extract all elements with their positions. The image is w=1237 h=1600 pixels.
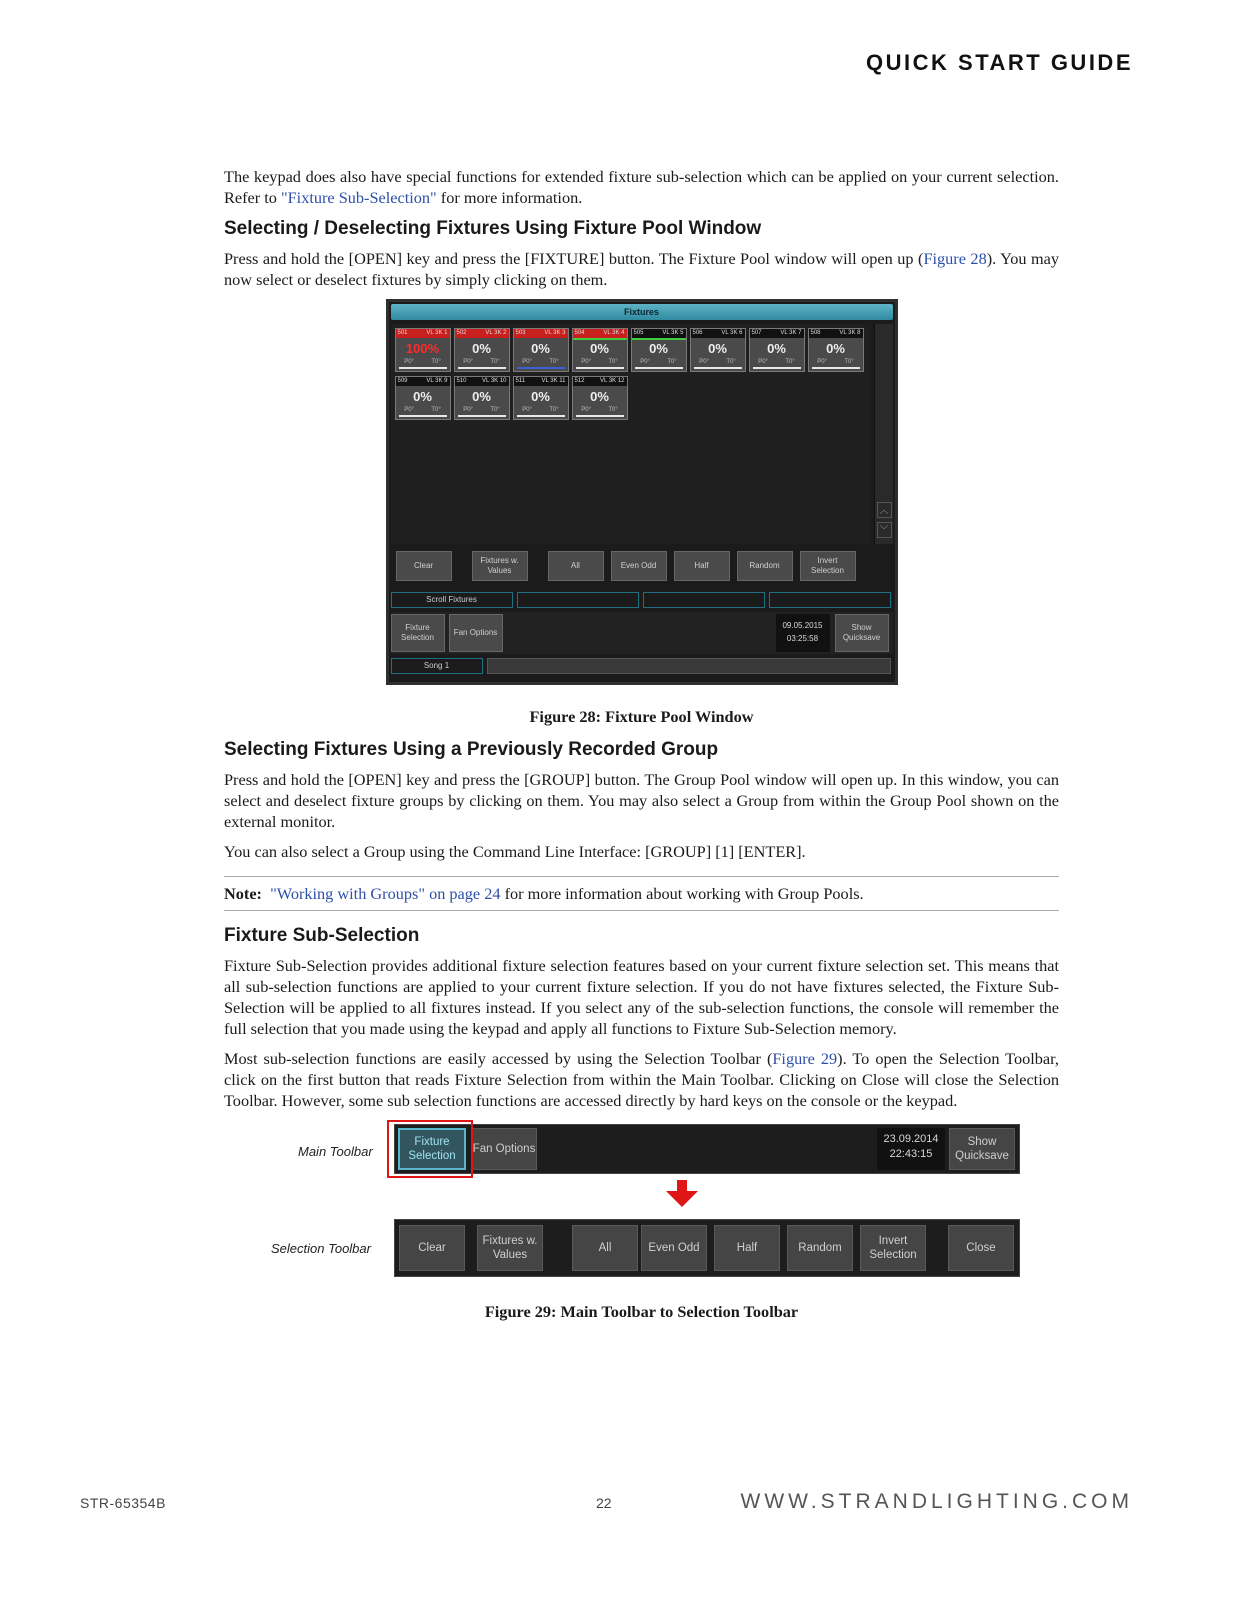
- fixture-tile[interactable]: [395, 376, 451, 420]
- fixture-intensity: 0%: [590, 341, 609, 356]
- selection-toolbar-label: Selection Toolbar: [271, 1241, 371, 1256]
- fixture-number: 510: [456, 378, 467, 384]
- fixture-pool-window: [386, 299, 898, 685]
- fixture-number: 512: [574, 378, 585, 384]
- fixture-tile[interactable]: [454, 328, 510, 372]
- pool-fixtures-values-button[interactable]: Fixtures w. Values: [472, 551, 528, 581]
- fixture-subselection-link[interactable]: "Fixture Sub-Selection": [280, 188, 437, 207]
- fixture-name: VL 3K 8: [839, 330, 861, 336]
- fixture-tilt: T0°: [490, 359, 500, 365]
- selection-toolbar: [394, 1219, 1020, 1277]
- pool-scrollbar[interactable]: [874, 324, 893, 544]
- figure-29-caption: Figure 29: Main Toolbar to Selection Toolbar: [484, 1302, 799, 1321]
- fixture-pan: P0°: [817, 359, 827, 365]
- fixture-number: 508: [810, 330, 821, 336]
- fixture-level-bar: [458, 367, 506, 369]
- fixture-intensity: 0%: [531, 341, 550, 356]
- fixture-pan: P0°: [404, 407, 414, 413]
- fixture-intensity: 0%: [472, 389, 491, 404]
- fixture-pool-title: Fixtures: [391, 304, 893, 320]
- fixture-name: VL 3K 9: [426, 378, 448, 384]
- pool-clock: [776, 614, 830, 652]
- fixture-level-bar: [576, 367, 624, 369]
- pool-show-quicksave-button[interactable]: Show Quicksave: [835, 614, 889, 652]
- fixture-tile[interactable]: [749, 328, 805, 372]
- fixture-pan: P0°: [699, 359, 709, 365]
- fixture-pan: P0°: [581, 359, 591, 365]
- header-title: QUICK START GUIDE: [866, 50, 1133, 75]
- fixture-level-bar: [399, 415, 447, 417]
- fixture-intensity: 0%: [472, 341, 491, 356]
- fixture-intensity: 0%: [413, 389, 432, 404]
- fixture-tilt: T0°: [549, 359, 559, 365]
- website-url[interactable]: WWW.STRANDLIGHTING.COM: [740, 1490, 1133, 1513]
- fixture-tilt: T0°: [431, 359, 441, 365]
- fixture-tilt: T0°: [667, 359, 677, 365]
- fixture-pan: P0°: [640, 359, 650, 365]
- fixture-intensity: 0%: [826, 341, 845, 356]
- fixture-number: 511: [515, 378, 526, 384]
- main-toolbar-clock: [877, 1128, 945, 1170]
- fixture-intensity: 0%: [708, 341, 727, 356]
- page-content: [224, 166, 1059, 1334]
- subselection-paragraph-2: Most sub-selection functions are easily accessed by using the Selection Toolbar (Figure 29). To open the Selection Toolbar, click on the first button that reads Fixture Selection from within the Main Toolbar. Clicking on Close will close the Selection Toolbar. However, some sub selection functions are accessed directly by hard keys on the console or the keypad.: [224, 1049, 1059, 1110]
- fixture-tilt: T0°: [785, 359, 795, 365]
- fixture-number: 501: [397, 330, 408, 336]
- fixture-number: 505: [633, 330, 644, 336]
- fixture-tile[interactable]: [631, 328, 687, 372]
- fixture-level-bar: [753, 367, 801, 369]
- note-text: Note: "Working with Groups" on page 24 for more information about working with Group Pools.: [224, 884, 864, 903]
- fixture-level-bar: [576, 415, 624, 417]
- fixture-tile[interactable]: [454, 376, 510, 420]
- fixture-level-bar: [694, 367, 742, 369]
- fixture-selected-bar: [632, 338, 686, 340]
- fixture-tilt: T0°: [549, 407, 559, 413]
- fixture-tile[interactable]: [690, 328, 746, 372]
- random-button[interactable]: Random: [787, 1225, 853, 1271]
- fixture-level-bar: [517, 367, 565, 369]
- fixture-name: VL 3K 12: [600, 378, 625, 384]
- clear-button[interactable]: Clear: [399, 1225, 465, 1271]
- fixture-number: 506: [692, 330, 703, 336]
- fixture-name: VL 3K 1: [426, 330, 448, 336]
- main-toolbar-time: 22:43:15: [889, 1148, 933, 1160]
- scroll-bar-slot[interactable]: [517, 592, 639, 608]
- group-paragraph-1: Press and hold the [OPEN] key and press the [GROUP] button. The Group Pool window will open up. In this window, you can select and deselect fixture groups by clicking on them. You may also select a Group from within the Group Pool shown on the external monitor.: [224, 770, 1059, 831]
- song-label[interactable]: Song 1: [391, 658, 483, 674]
- fixture-tile[interactable]: [572, 328, 628, 372]
- fixture-tile[interactable]: [808, 328, 864, 372]
- pool-half-button[interactable]: Half: [674, 551, 730, 581]
- fixture-name: VL 3K 11: [541, 378, 566, 384]
- fixture-pan: P0°: [404, 359, 414, 365]
- fixture-intensity: 0%: [531, 389, 550, 404]
- fixture-pool-paragraph: Press and hold the [OPEN] key and press the [FIXTURE] button. The Fixture Pool window will open up (Figure 28). You may now select or deselect fixtures by simply clicking on them.: [224, 249, 1060, 289]
- fixture-pan: P0°: [581, 407, 591, 413]
- fixture-tilt: T0°: [844, 359, 854, 365]
- down-arrow-icon: [666, 1180, 698, 1208]
- song-progress-bar[interactable]: [487, 658, 891, 674]
- even-odd-button[interactable]: Even Odd: [641, 1225, 707, 1271]
- pool-time: 03:25:58: [786, 634, 819, 643]
- main-toolbar-date: 23.09.2014: [883, 1133, 939, 1145]
- fixture-grid: [391, 324, 871, 544]
- fixture-selected-bar: [573, 338, 627, 340]
- fixture-tilt: T0°: [608, 407, 618, 413]
- intro-paragraph: The keypad does also have special functions for extended fixture sub-selection which can be applied on your current selection. Refer to "Fixture Sub-Selection" for more information.: [224, 167, 1059, 207]
- scroll-bar-slot[interactable]: [643, 592, 765, 608]
- fixture-tile[interactable]: [395, 328, 451, 372]
- invert-selection-button[interactable]: Invert Selection: [860, 1225, 926, 1271]
- section-heading-subselection: Fixture Sub-Selection: [224, 925, 420, 946]
- fixture-intensity: 0%: [649, 341, 668, 356]
- pool-random-button[interactable]: Random: [737, 551, 793, 581]
- doc-id: STR-65354B: [80, 1495, 166, 1511]
- fixture-tile[interactable]: [572, 376, 628, 420]
- scroll-bar-slot[interactable]: [769, 592, 891, 608]
- fixture-name: VL 3K 2: [485, 330, 507, 336]
- fan-options-button[interactable]: Fan Options: [471, 1128, 537, 1170]
- fixture-name: VL 3K 6: [721, 330, 743, 336]
- pool-fan-options-button[interactable]: Fan Options: [449, 614, 503, 652]
- subselection-paragraph-1: Fixture Sub-Selection provides additional fixture selection features based on your current fixture selection set. This means that all sub-selection functions are applied to your current fixture selection. If you do not have fixtures selected, the Fixture Sub-Selection will be applied to all fixtures instead. If you select any of the sub-selection functions, the console will remember the full selection that you made using the keypad and apply all functions to Fixture Sub-Selection memory.: [224, 956, 1059, 1038]
- fixture-pan: P0°: [522, 359, 532, 365]
- working-with-groups-link[interactable]: "Working with Groups" on page 24: [270, 884, 501, 903]
- group-paragraph-2: You can also select a Group using the Command Line Interface: [GROUP] [1] [ENTER].: [224, 842, 806, 861]
- half-button[interactable]: Half: [714, 1225, 780, 1271]
- fixture-name: VL 3K 4: [603, 330, 625, 336]
- section-heading-fixture-pool: Selecting / Deselecting Fixtures Using Fixture Pool Window: [224, 218, 762, 239]
- pool-fixture-selection-button[interactable]: Fixture Selection: [391, 614, 445, 652]
- figure-29: [224, 1120, 1059, 1296]
- fixture-intensity: 0%: [590, 389, 609, 404]
- fixture-number: 507: [751, 330, 762, 336]
- note-box: [224, 876, 1059, 911]
- pool-invert-selection-button[interactable]: Invert Selection: [800, 551, 856, 581]
- fixture-tilt: T0°: [726, 359, 736, 365]
- fixture-number: 502: [456, 330, 467, 336]
- fixture-pan: P0°: [758, 359, 768, 365]
- fixtures-with-values-button[interactable]: Fixtures w. Values: [477, 1225, 543, 1271]
- fixture-pan: P0°: [522, 407, 532, 413]
- fixture-level-bar: [812, 367, 860, 369]
- pool-all-button[interactable]: All: [548, 551, 604, 581]
- show-quicksave-button[interactable]: Show Quicksave: [949, 1128, 1015, 1170]
- main-toolbar: [394, 1124, 1020, 1174]
- all-button[interactable]: All: [572, 1225, 638, 1271]
- highlight-box: [387, 1120, 473, 1178]
- fixture-intensity: 100%: [405, 341, 440, 356]
- fixture-pan: P0°: [463, 359, 473, 365]
- fixture-tile[interactable]: [513, 328, 569, 372]
- figure-28-link[interactable]: Figure 28: [923, 249, 987, 268]
- fixture-tilt: T0°: [431, 407, 441, 413]
- fixture-name: VL 3K 7: [780, 330, 802, 336]
- fixture-name: VL 3K 5: [662, 330, 684, 336]
- fixture-number: 509: [397, 378, 408, 384]
- figure-29-link[interactable]: Figure 29: [772, 1049, 838, 1068]
- scroll-down-icon[interactable]: ﹀: [877, 522, 892, 538]
- main-toolbar-label: Main Toolbar: [298, 1144, 373, 1159]
- fixture-number: 503: [515, 330, 526, 336]
- fixture-pan: P0°: [463, 407, 473, 413]
- fixture-level-bar: [399, 367, 447, 369]
- pool-even-odd-button[interactable]: Even Odd: [611, 551, 667, 581]
- fixture-level-bar: [635, 367, 683, 369]
- pool-date: 09.05.2015: [782, 621, 823, 630]
- fixture-selection-button[interactable]: Fixture Selection: [398, 1128, 466, 1170]
- fixture-tile[interactable]: [513, 376, 569, 420]
- page-number: 22: [596, 1495, 612, 1511]
- pool-clear-button[interactable]: Clear: [396, 551, 452, 581]
- fixture-level-bar: [458, 415, 506, 417]
- scroll-fixtures-bar[interactable]: Scroll Fixtures: [391, 592, 513, 608]
- close-button[interactable]: Close: [948, 1225, 1014, 1271]
- section-heading-recorded-group: Selecting Fixtures Using a Previously Recorded Group: [224, 739, 719, 760]
- fixture-tilt: T0°: [490, 407, 500, 413]
- fixture-level-bar: [517, 415, 565, 417]
- fixture-number: 504: [574, 330, 585, 336]
- fixture-name: VL 3K 10: [482, 378, 507, 384]
- scroll-up-icon[interactable]: ︿: [877, 502, 892, 518]
- figure-28-caption: Figure 28: Fixture Pool Window: [529, 707, 754, 726]
- fixture-intensity: 0%: [767, 341, 786, 356]
- fixture-name: VL 3K 3: [544, 330, 566, 336]
- fixture-tilt: T0°: [608, 359, 618, 365]
